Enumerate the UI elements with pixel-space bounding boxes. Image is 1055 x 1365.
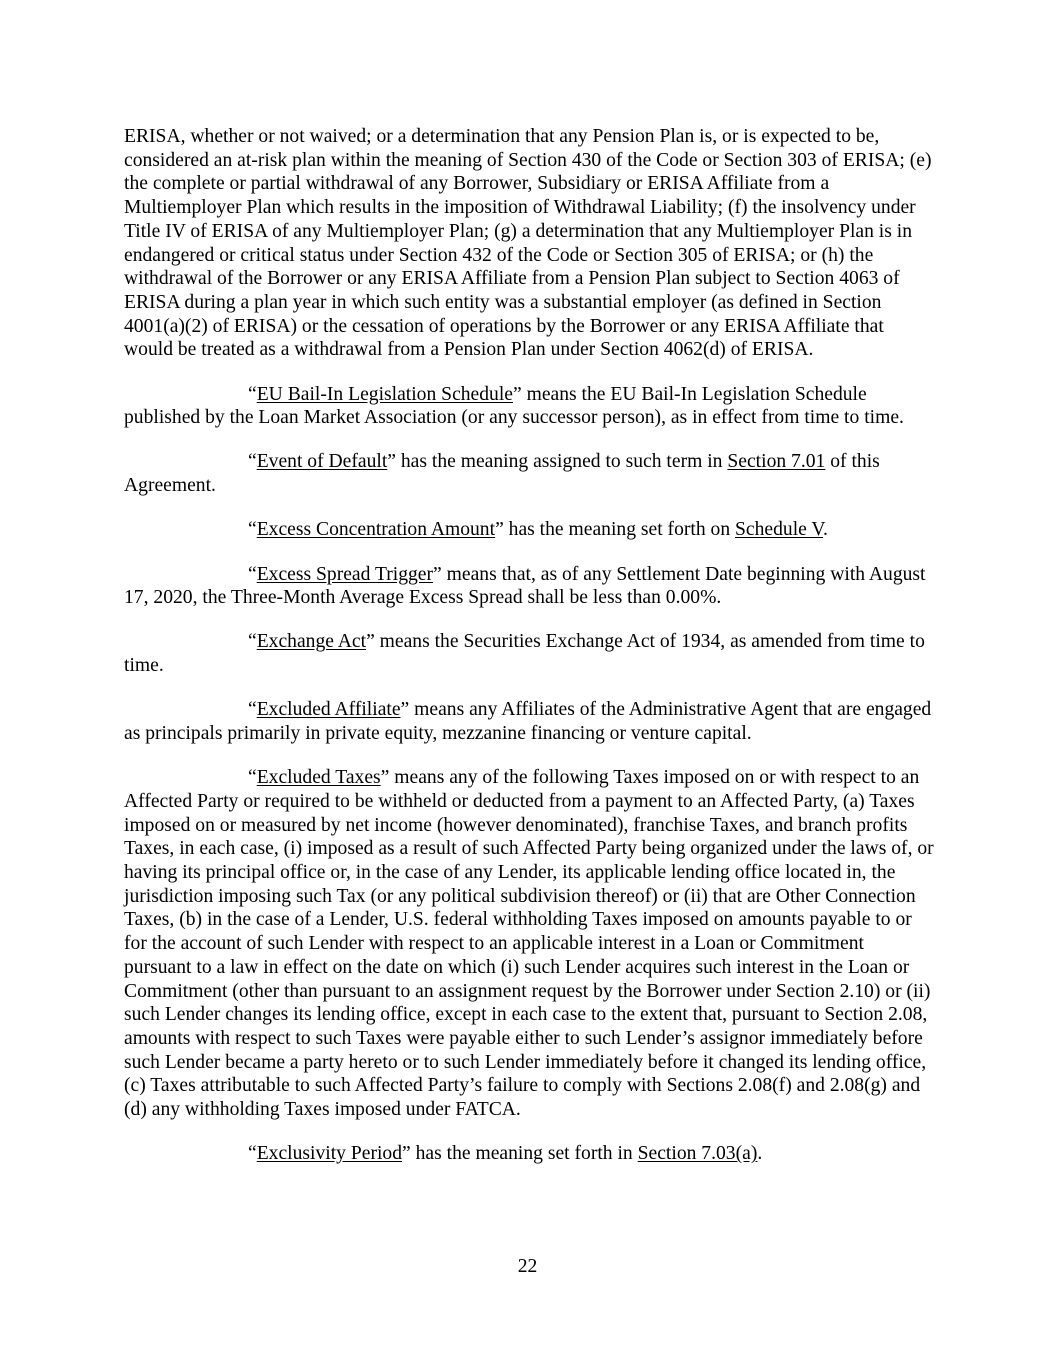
definition-text: means any of the following Taxes imposed on or with respect to an Affected Party or required to be withheld or deducted from a payment to an Affected Party, (a) Taxes imposed on or measured by net income (however denominated), franchise Taxes, and branch profits Taxes, in each case, (i) imposed as a result of such Affected Party being organized under the laws of, or having its principal office or, in the case of any Lender, its applicable lending office located in, the jurisdiction imposing such Tax (or any political subdivision thereof) or (ii) that are Other Connection Taxes, (b) in the case of a Lender, U.S. federal withholding Taxes imposed on amounts payable to or for the account of such Lender with respect to an applicable interest in a Loan or Commitment pursuant to a law in effect on the date on which (i) such Lender acquires such interest in the Loan or Commitment (other than pursuant to an assignment request by the Borrower under Section 2.10) or (ii) such Lender changes its lending office, except in each case to the extent that, pursuant to Section 2.08, amounts with respect to such Taxes were payable either to such Lender’s assignor immediately before such Lender became a party hereto or to such Lender immediately before it changed its lending office, (c) Taxes attributable to such Affected Party’s failure to comply with Sections 2.08(f) and 2.08(g) and (d) any withholding Taxes imposed under FATCA. — [124, 767, 934, 1121]
definition-text: means the EU Bail-In Legislation Schedule published by the Loan Market Association (or any successor person), as in effect from time to time. — [124, 383, 904, 429]
cross-reference: Section 7.03(a) — [637, 1143, 758, 1165]
defined-term: Event of Default — [256, 451, 388, 473]
open-quote: “ — [248, 1143, 257, 1165]
cross-reference: Section 7.01 — [727, 451, 826, 473]
definition-text: has the meaning set forth on — [503, 519, 736, 541]
definition-text: means the Securities Exchange Act of 1934, as amended from time to time. — [124, 631, 925, 677]
close-quote: ” — [433, 563, 442, 585]
definition-excluded-affiliate — [124, 698, 934, 745]
close-quote: ” — [400, 699, 410, 721]
defined-term: Excluded Affiliate — [256, 699, 401, 721]
open-quote: “ — [248, 699, 257, 721]
defined-term: Exclusivity Period — [256, 1143, 403, 1165]
open-quote: “ — [248, 451, 257, 473]
definition-text: means that, as of any Settlement Date beginning with August 17, 2020, the Three-Month Average Excess Spread shall be less than 0.00%. — [124, 563, 926, 609]
open-quote: “ — [248, 383, 257, 405]
definition-event-of-default — [124, 450, 934, 497]
open-quote: “ — [248, 767, 257, 789]
open-quote: “ — [248, 563, 257, 585]
definition-text: has the meaning assigned to such term in — [395, 451, 728, 473]
continuation-paragraph: ERISA, whether or not waived; or a determination that any Pension Plan is, or is expected to be, considered an at-risk plan within the meaning of Section 430 of the Code or Section 303 of ERISA; (e) the complete or partial withdrawal of any Borrower, Subsidiary or ERISA Affiliate from a Multiemployer Plan which results in the imposition of Withdrawal Liability; (f) the insolvency under Title IV of ERISA of any Multiemployer Plan; (g) a determination that any Multiemployer Plan is in endangered or critical status under Section 432 of the Code or Section 305 of ERISA; or (h) the withdrawal of the Borrower or any ERISA Affiliate from a Pension Plan subject to Section 4063 of ERISA during a plan year in which such entity was a substantial employer (as defined in Section 4001(a)(2) of ERISA) or the cessation of operations by the Borrower or any ERISA Affiliate that would be treated as a withdrawal from a Pension Plan under Section 4062(d) of ERISA. — [124, 126, 932, 361]
close-quote: ” — [366, 631, 375, 653]
open-quote: “ — [248, 631, 257, 653]
definition-text: means any Affiliates of the Administrative Agent that are engaged as principals primarily in private equity, mezzanine financing or venture capital. — [124, 699, 932, 745]
defined-term: Exchange Act — [256, 631, 367, 653]
close-quote: ” — [380, 767, 390, 789]
definition-excess-concentration-amount — [124, 518, 934, 542]
definition-exclusivity-period — [124, 1142, 934, 1166]
definition-excluded-taxes — [124, 766, 934, 1122]
definition-text-after: . — [757, 1143, 763, 1165]
open-quote: “ — [248, 519, 257, 541]
close-quote: ” — [402, 1143, 411, 1165]
close-quote: ” — [495, 519, 504, 541]
document-body — [124, 125, 934, 1166]
definition-excess-spread-trigger — [124, 563, 934, 610]
defined-term: Excluded Taxes — [256, 767, 381, 789]
cross-reference: Schedule V — [735, 519, 824, 541]
defined-term: Excess Spread Trigger — [256, 563, 434, 585]
page-number: 22 — [517, 1256, 538, 1277]
definition-eu-bail-in-legislation-schedule — [124, 383, 934, 430]
definition-text: has the meaning set forth in — [410, 1143, 638, 1165]
definition-exchange-act — [124, 630, 934, 677]
definition-text-after: . — [823, 519, 828, 541]
defined-term: EU Bail-In Legislation Schedule — [256, 383, 513, 405]
definition-text-after: of this Agreement. — [124, 451, 880, 497]
defined-term: Excess Concentration Amount — [256, 519, 496, 541]
close-quote: ” — [513, 383, 522, 405]
close-quote: ” — [387, 451, 396, 473]
